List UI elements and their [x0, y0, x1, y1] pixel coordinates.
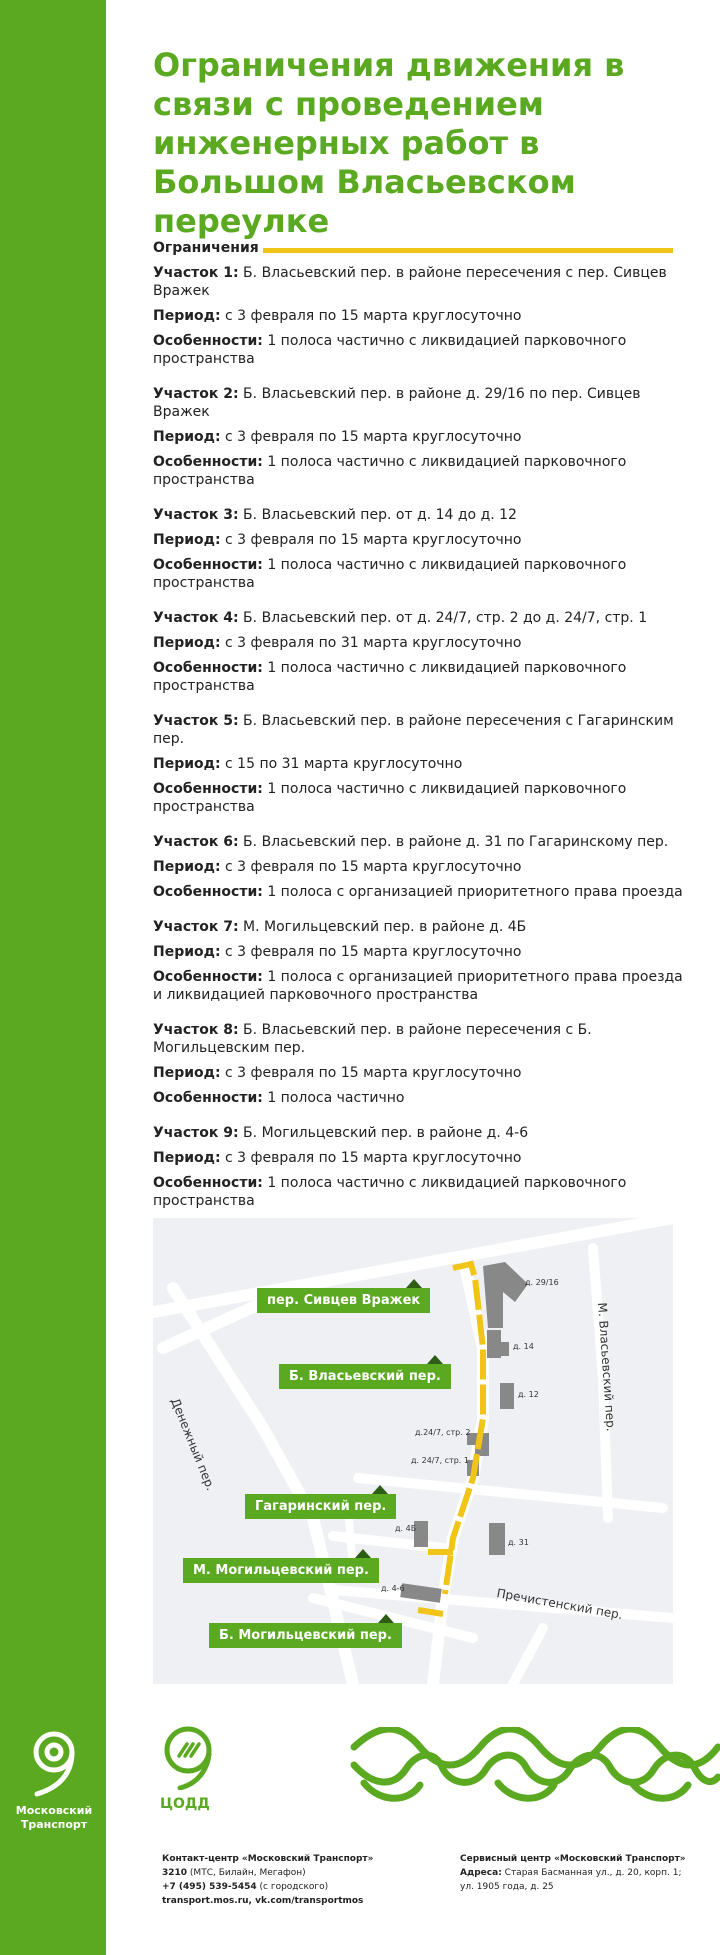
section-area-value: Б. Власьевский пер. в районе пересечения с Гагаринским пер.	[153, 713, 674, 747]
section-features-line	[153, 968, 683, 1004]
section-period-label: Период:	[153, 635, 221, 651]
section-period-value: с 3 февраля по 15 марта круглосуточно	[220, 308, 522, 324]
section-area-line	[153, 264, 683, 300]
section-period-line	[153, 943, 683, 961]
section-period-value: с 3 февраля по 15 марта круглосуточно	[220, 1065, 522, 1081]
section-area-value: Б. Власьевский пер. в районе пересечения с пер. Сивцев Вражек	[153, 265, 667, 299]
house-24-7-2: д.24/7, стр. 2	[415, 1428, 471, 1437]
tsodd-name: ЦОДД	[160, 1796, 210, 1812]
service-address-label: Адреса:	[460, 1868, 502, 1878]
section-features-line	[153, 453, 683, 489]
section-area-label: Участок 7:	[153, 919, 239, 935]
section-features-value: 1 полоса частично с ликвидацией парковочного пространства	[153, 660, 627, 694]
section-area-value: Б. Могильцевский пер. в районе д. 4-6	[238, 1125, 529, 1141]
map-label-sivtsev: пер. Сивцев Вражек	[257, 1288, 430, 1313]
section-period-value: с 3 февраля по 31 марта круглосуточно	[220, 635, 522, 651]
section-features-line	[153, 332, 683, 368]
restriction-section	[153, 1021, 683, 1107]
section-area-label: Участок 9:	[153, 1125, 239, 1141]
section-period-label: Период:	[153, 429, 221, 445]
contact-websites: transport.mos.ru, vk.com/transportmos	[162, 1896, 364, 1906]
section-period-label: Период:	[153, 756, 221, 772]
section-features-line	[153, 1174, 683, 1210]
house-4-6: д. 4-6	[381, 1584, 405, 1593]
service-center-title: Сервисный центр «Московский Транспорт»	[460, 1854, 686, 1864]
building-29-16	[483, 1262, 528, 1328]
section-features-line	[153, 659, 683, 695]
section-area-label: Участок 8:	[153, 1022, 239, 1038]
service-center	[460, 1852, 686, 1894]
tsodd-logo	[160, 1726, 230, 1812]
section-area-label: Участок 3:	[153, 507, 239, 523]
section-area-label: Участок 4:	[153, 610, 239, 626]
map-label-gagarinsky: Гагаринский пер.	[245, 1494, 396, 1519]
house-24-7-1: д. 24/7, стр. 1	[411, 1456, 469, 1465]
section-features-value: 1 полоса с организацией приоритетного права проезда	[262, 884, 683, 900]
section-period-line	[153, 531, 683, 549]
restriction-section	[153, 918, 683, 1004]
section-period-label: Период:	[153, 308, 221, 324]
section-period-label: Период:	[153, 532, 221, 548]
section-period-value: с 3 февраля по 15 марта круглосуточно	[220, 944, 522, 960]
section-area-line	[153, 1124, 683, 1142]
section-features-line	[153, 556, 683, 592]
section-area-value: Б. Власьевский пер. в районе д. 31 по Гагаринскому пер.	[238, 834, 669, 850]
section-period-label: Период:	[153, 859, 221, 875]
tsodd-logo-icon	[160, 1726, 220, 1790]
yellow-divider	[263, 248, 673, 253]
section-area-label: Участок 1:	[153, 265, 239, 281]
section-period-value: с 15 по 31 марта круглосуточно	[220, 756, 463, 772]
map-label-b-mogiltsevsky: Б. Могильцевский пер.	[209, 1623, 402, 1648]
section-period-line	[153, 428, 683, 446]
section-period-line	[153, 755, 683, 773]
street-prechistensky: Пречистенский пер.	[495, 1586, 624, 1622]
house-31: д. 31	[508, 1538, 529, 1547]
street-m-vlasyevsky: М. Власьевский пер.	[595, 1302, 619, 1432]
section-period-line	[153, 1064, 683, 1082]
section-period-label: Период:	[153, 944, 221, 960]
building-31	[489, 1523, 505, 1555]
section-period-line	[153, 307, 683, 325]
restriction-section	[153, 712, 683, 816]
contact-short-number-note: (МТС, Билайн, Мегафон)	[187, 1868, 306, 1878]
moscow-transport-logo-icon	[25, 1730, 83, 1798]
section-features-value: 1 полоса с организацией приоритетного права проезда и ликвидацией парковочного пространства	[153, 969, 683, 1003]
building-14	[487, 1330, 501, 1358]
map	[153, 1218, 673, 1684]
section-period-line	[153, 634, 683, 652]
section-area-value: Б. Власьевский пер. в районе пересечения с Б. Могильцевским пер.	[153, 1022, 592, 1056]
building-14-b	[499, 1342, 509, 1356]
contact-phone: +7 (495) 539-5454	[162, 1882, 257, 1892]
section-area-line	[153, 833, 683, 851]
section-period-value: с 3 февраля по 15 марта круглосуточно	[220, 429, 522, 445]
moscow-transport-logo	[14, 1730, 94, 1832]
section-features-value: 1 полоса частично с ликвидацией парковочного пространства	[153, 781, 627, 815]
street-denezhny: Денежный пер.	[168, 1396, 218, 1493]
contact-short-number: 3210	[162, 1868, 188, 1878]
section-features-label: Особенности:	[153, 1090, 263, 1106]
section-area-line	[153, 385, 683, 421]
section-features-label: Особенности:	[153, 454, 263, 470]
section-area-line	[153, 506, 683, 524]
building-12	[500, 1383, 514, 1409]
section-area-line	[153, 918, 683, 936]
house-14: д. 14	[513, 1342, 534, 1351]
restriction-section	[153, 1124, 683, 1210]
section-features-label: Особенности:	[153, 969, 263, 985]
section-features-value: 1 полоса частично с ликвидацией парковочного пространства	[153, 333, 627, 367]
section-period-line	[153, 1149, 683, 1167]
moscow-transport-name: Московский Транспорт	[15, 1804, 93, 1831]
section-period-line	[153, 858, 683, 876]
contact-center-title: Контакт-центр «Московский Транспорт»	[162, 1854, 374, 1864]
contact-center	[162, 1852, 373, 1908]
restrictions-header	[153, 240, 673, 260]
section-features-line	[153, 883, 683, 901]
section-features-label: Особенности:	[153, 1175, 263, 1191]
section-area-label: Участок 5:	[153, 713, 239, 729]
section-features-label: Особенности:	[153, 660, 263, 676]
map-label-m-mogiltsevsky: М. Могильцевский пер.	[183, 1558, 379, 1583]
section-period-value: с 3 февраля по 15 марта круглосуточно	[220, 1150, 522, 1166]
restrictions-list	[153, 264, 683, 1227]
section-features-value: 1 полоса частично	[262, 1090, 405, 1106]
section-features-value: 1 полоса частично с ликвидацией парковочного пространства	[153, 454, 627, 488]
section-period-label: Период:	[153, 1150, 221, 1166]
house-29-16: д. 29/16	[525, 1278, 559, 1287]
service-address-2: ул. 1905 года, д. 25	[460, 1882, 554, 1892]
section-period-value: с 3 февраля по 15 марта круглосуточно	[220, 859, 522, 875]
section-features-label: Особенности:	[153, 333, 263, 349]
section-features-label: Особенности:	[153, 884, 263, 900]
section-area-line	[153, 712, 683, 748]
section-area-label: Участок 2:	[153, 386, 239, 402]
wave-ornament	[350, 1727, 720, 1807]
section-features-line	[153, 780, 683, 816]
restriction-section	[153, 833, 683, 901]
section-area-label: Участок 6:	[153, 834, 239, 850]
road-cross	[513, 1628, 543, 1684]
section-area-line	[153, 1021, 683, 1057]
contact-phone-note: (с городского)	[256, 1882, 329, 1892]
restriction-line-b-mogiltsevsky	[418, 1610, 443, 1614]
section-features-label: Особенности:	[153, 557, 263, 573]
restriction-section	[153, 385, 683, 489]
section-area-value: Б. Власьевский пер. от д. 24/7, стр. 2 до д. 24/7, стр. 1	[238, 610, 648, 626]
section-area-line	[153, 609, 683, 627]
service-address-1: Старая Басманная ул., д. 20, корп. 1;	[501, 1868, 682, 1878]
section-features-value: 1 полоса частично с ликвидацией парковочного пространства	[153, 1175, 627, 1209]
section-period-value: с 3 февраля по 15 марта круглосуточно	[220, 532, 522, 548]
road-gagarinsky	[358, 1478, 663, 1508]
section-features-value: 1 полоса частично с ликвидацией парковочного пространства	[153, 557, 627, 591]
green-sidebar	[0, 0, 106, 1955]
house-4b: д. 4Б	[395, 1524, 417, 1533]
restriction-section	[153, 609, 683, 695]
section-period-label: Период:	[153, 1065, 221, 1081]
section-area-value: Б. Власьевский пер. в районе д. 29/16 по пер. Сивцев Вражек	[153, 386, 641, 420]
section-features-label: Особенности:	[153, 781, 263, 797]
restriction-section	[153, 506, 683, 592]
section-area-value: М. Могильцевский пер. в районе д. 4Б	[238, 919, 527, 935]
restriction-section	[153, 264, 683, 368]
section-area-value: Б. Власьевский пер. от д. 14 до д. 12	[238, 507, 517, 523]
restrictions-label: Ограничения	[153, 240, 259, 256]
house-12: д. 12	[518, 1390, 539, 1399]
page-title: Ограничения движения в связи с проведением инженерных работ в Большом Власьевском переулке	[153, 46, 625, 240]
map-label-b-vlasyevsky: Б. Власьевский пер.	[279, 1364, 451, 1389]
section-features-line	[153, 1089, 683, 1107]
